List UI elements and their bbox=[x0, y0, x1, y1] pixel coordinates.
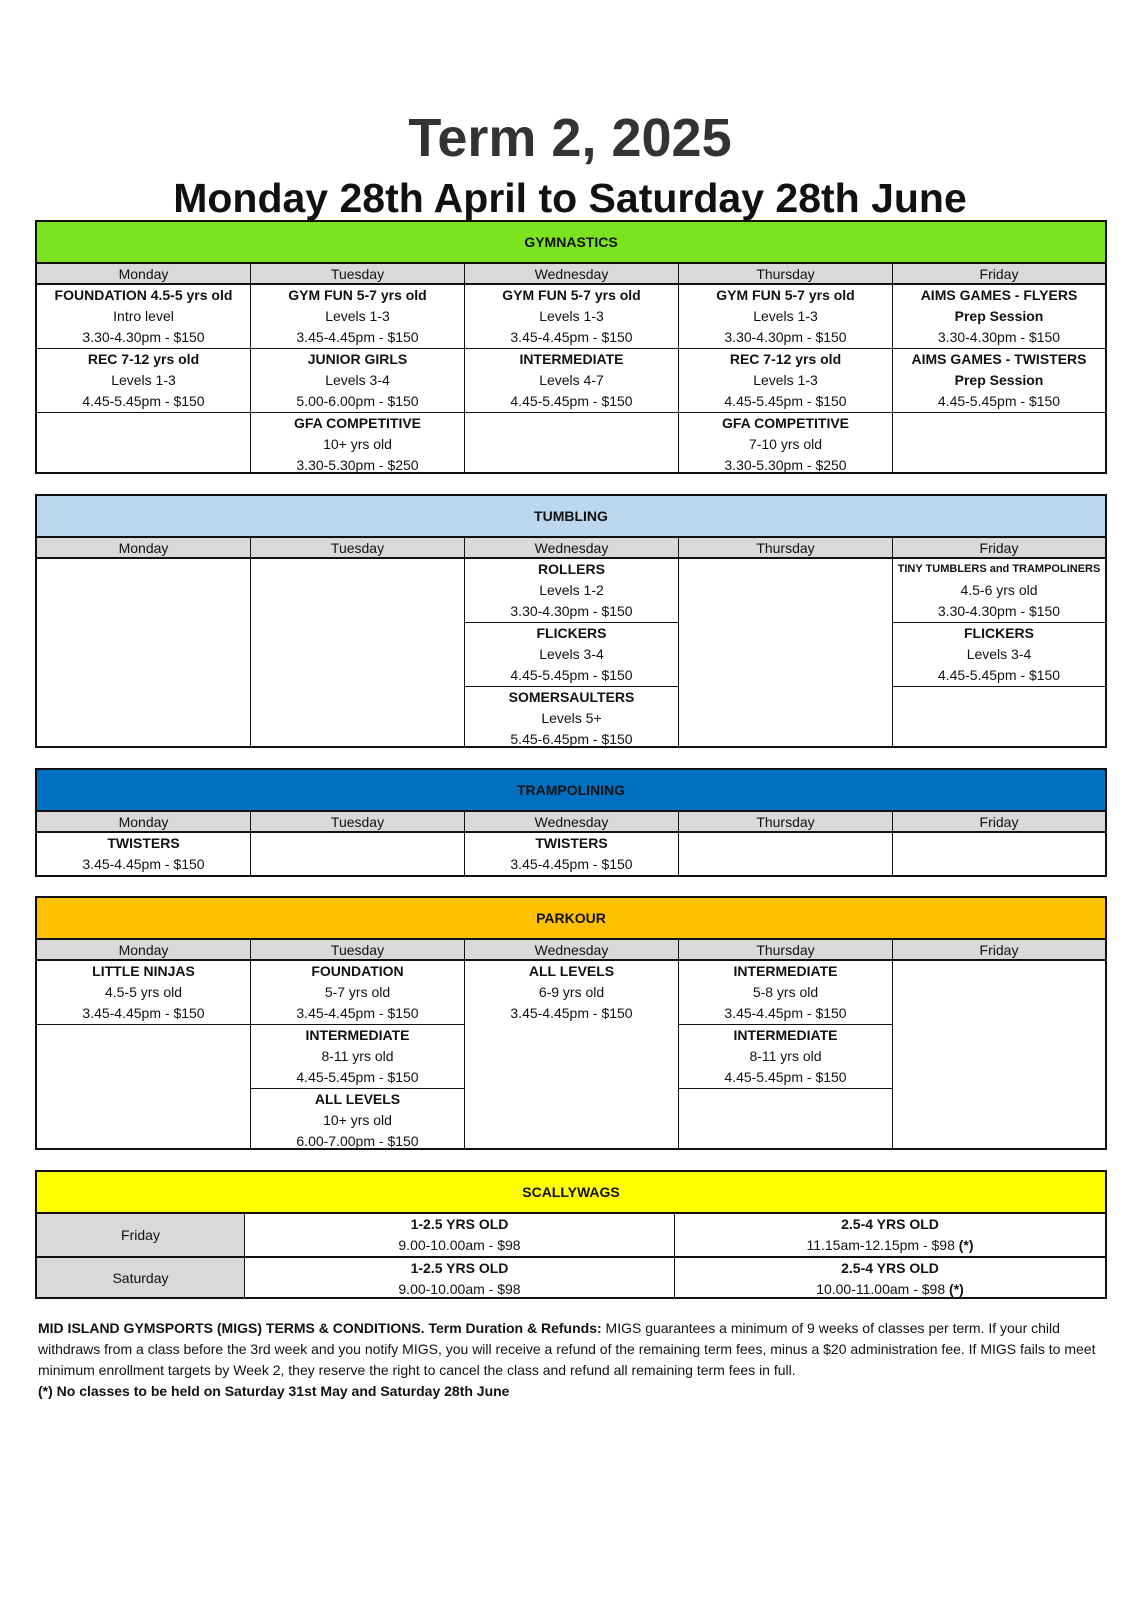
class-time-line bbox=[675, 1279, 1105, 1300]
class-detail: Levels 1-3 bbox=[325, 308, 390, 324]
day-header-tuesday: Tuesday bbox=[251, 940, 464, 961]
empty-block bbox=[679, 1089, 892, 1148]
day-header-thursday: Thursday bbox=[679, 940, 892, 961]
tumbling-section bbox=[35, 494, 1107, 748]
trampolining-section bbox=[35, 768, 1107, 877]
class-time: 3.30-4.30pm - $150 bbox=[724, 329, 847, 345]
class-block bbox=[679, 961, 892, 1025]
class-name: REC 7-12 yrs old bbox=[87, 351, 200, 367]
class-detail: Levels 3-4 bbox=[325, 372, 390, 388]
day-header-friday: Friday bbox=[893, 538, 1105, 559]
class-time: 3.45-4.45pm - $150 bbox=[510, 329, 633, 345]
park-col-wednesday bbox=[465, 940, 679, 1148]
class-block bbox=[679, 413, 892, 476]
class-name: INTERMEDIATE bbox=[519, 351, 624, 367]
gymnastics-section bbox=[35, 220, 1107, 474]
class-block bbox=[465, 285, 678, 349]
class-detail: Levels 1-3 bbox=[539, 308, 604, 324]
note-marker: (*) bbox=[958, 1237, 974, 1253]
class-name: FLICKERS bbox=[536, 625, 607, 641]
class-block bbox=[251, 1089, 464, 1152]
class-time: 4.45-5.45pm - $150 bbox=[937, 393, 1061, 409]
empty-block bbox=[893, 687, 1105, 746]
trampolining-heading-label: TRAMPOLINING bbox=[516, 782, 626, 798]
class-block bbox=[679, 349, 892, 413]
class-time: 3.30-4.30pm - $150 bbox=[937, 329, 1061, 345]
class-time: 5.45-6.45pm - $150 bbox=[510, 731, 633, 747]
class-detail: 8-11 yrs old bbox=[321, 1048, 394, 1064]
class-block bbox=[465, 687, 678, 750]
day-header-monday: Monday bbox=[37, 538, 250, 559]
class-time: 3.45-4.45pm - $150 bbox=[296, 1005, 419, 1021]
class-detail: Levels 1-3 bbox=[753, 372, 818, 388]
class-detail: 5-7 yrs old bbox=[324, 984, 391, 1000]
class-detail: Levels 4-7 bbox=[539, 372, 604, 388]
class-block bbox=[37, 285, 250, 349]
gym-col-wednesday bbox=[465, 264, 679, 472]
scallywags-cell bbox=[675, 1258, 1105, 1297]
class-detail: 6-9 yrs old bbox=[538, 984, 605, 1000]
class-block bbox=[465, 623, 678, 687]
tumb-col-wednesday bbox=[465, 538, 679, 746]
day-header-wednesday: Wednesday bbox=[465, 812, 678, 833]
class-time: 3.30-4.30pm - $150 bbox=[937, 603, 1061, 619]
class-name: FOUNDATION 4.5-5 yrs old bbox=[54, 287, 233, 303]
class-block bbox=[465, 961, 678, 1024]
scallywags-cell bbox=[675, 1214, 1105, 1256]
class-time: 4.45-5.45pm - $150 bbox=[937, 667, 1061, 683]
class-name: GYM FUN 5-7 yrs old bbox=[288, 287, 427, 303]
class-time: 3.45-4.45pm - $150 bbox=[296, 329, 419, 345]
park-col-monday bbox=[37, 940, 251, 1148]
class-block bbox=[893, 559, 1105, 623]
gym-col-monday bbox=[37, 264, 251, 472]
trampolining-heading bbox=[37, 770, 1105, 812]
day-header-thursday: Thursday bbox=[679, 538, 892, 559]
class-time: 3.45-4.45pm - $150 bbox=[82, 856, 205, 872]
class-name: GFA COMPETITIVE bbox=[721, 415, 850, 431]
day-header-wednesday: Wednesday bbox=[465, 940, 678, 961]
tramp-col-friday bbox=[893, 812, 1105, 875]
scallywags-cell bbox=[245, 1214, 675, 1256]
class-detail: Prep Session bbox=[954, 308, 1044, 324]
class-name: AIMS GAMES - FLYERS bbox=[920, 287, 1078, 303]
terms-paragraph bbox=[38, 1318, 1108, 1381]
day-header-tuesday: Tuesday bbox=[251, 538, 464, 559]
class-detail: 10+ yrs old bbox=[323, 1112, 392, 1128]
class-name: FOUNDATION bbox=[311, 963, 404, 979]
class-name: ALL LEVELS bbox=[528, 963, 615, 979]
class-name: INTERMEDIATE bbox=[733, 963, 838, 979]
terms-note: (*) No classes to be held on Saturday 31st May and Saturday 28th June bbox=[38, 1383, 510, 1399]
note-marker: (*) bbox=[949, 1281, 964, 1297]
class-name: GYM FUN 5-7 yrs old bbox=[502, 287, 641, 303]
scallywags-rows bbox=[37, 1214, 1105, 1297]
class-block bbox=[465, 559, 678, 623]
page-title: Term 2, 2025 bbox=[408, 108, 732, 168]
terms-body: MIGS guarantees a minimum of 9 weeks of classes per term. If your child withdraws from a class before the 3rd week and you notify MIGS, you will receive a refund of the remaining term fees, minus a $20 administration fee. If MIGS fails to meet minimum enrollment targets by Week 2, they reserve the right to cancel the class and refund all remaining term fees in full. bbox=[38, 1320, 1096, 1378]
class-block bbox=[37, 349, 250, 413]
class-name: ROLLERS bbox=[538, 561, 605, 577]
scallywags-day: Saturday bbox=[37, 1258, 245, 1297]
scallywags-row-saturday bbox=[37, 1256, 1105, 1297]
class-time: 6.00-7.00pm - $150 bbox=[296, 1133, 419, 1149]
parkour-heading-label: PARKOUR bbox=[536, 910, 606, 926]
class-block bbox=[37, 961, 250, 1025]
class-time-line bbox=[675, 1235, 1105, 1256]
park-col-tuesday bbox=[251, 940, 465, 1148]
class-name: JUNIOR GIRLS bbox=[307, 351, 408, 367]
gymnastics-heading bbox=[37, 222, 1105, 264]
class-time: 3.30-4.30pm - $150 bbox=[510, 603, 633, 619]
class-name: 2.5-4 YRS OLD bbox=[841, 1260, 939, 1276]
day-header-wednesday: Wednesday bbox=[465, 264, 678, 285]
gym-col-tuesday bbox=[251, 264, 465, 472]
class-name: FLICKERS bbox=[964, 625, 1034, 641]
scallywags-heading-label: SCALLYWAGS bbox=[522, 1184, 620, 1200]
class-detail: Levels 1-3 bbox=[753, 308, 818, 324]
class-name: TWISTERS bbox=[535, 835, 608, 851]
class-time: 4.45-5.45pm - $150 bbox=[296, 1069, 419, 1085]
day-header-wednesday: Wednesday bbox=[465, 538, 678, 559]
tumbling-heading-label: TUMBLING bbox=[534, 508, 608, 524]
day-header-friday: Friday bbox=[893, 812, 1105, 833]
class-time: 4.45-5.45pm - $150 bbox=[510, 393, 633, 409]
day-header-friday: Friday bbox=[893, 264, 1105, 285]
parkour-heading bbox=[37, 898, 1105, 940]
class-time: 4.45-5.45pm - $150 bbox=[724, 393, 847, 409]
class-block bbox=[251, 961, 464, 1025]
class-time: 3.30-5.30pm - $250 bbox=[296, 457, 419, 473]
gym-col-friday bbox=[893, 264, 1105, 472]
day-header-friday: Friday bbox=[893, 940, 1105, 961]
terms-lead: MID ISLAND GYMSPORTS (MIGS) TERMS & CONDITIONS. Term Duration & Refunds: bbox=[38, 1320, 602, 1336]
class-detail: Levels 3-4 bbox=[966, 646, 1032, 662]
class-detail: Levels 1-2 bbox=[539, 582, 604, 598]
class-name: ALL LEVELS bbox=[314, 1091, 401, 1107]
class-detail: 7-10 yrs old bbox=[748, 436, 823, 452]
tumb-col-friday bbox=[893, 538, 1105, 746]
class-name: SOMERSAULTERS bbox=[508, 689, 635, 705]
class-name: 1-2.5 YRS OLD bbox=[410, 1216, 509, 1232]
class-time: 10.00-11.00am - $98 bbox=[816, 1281, 946, 1297]
class-name: GYM FUN 5-7 yrs old bbox=[716, 287, 855, 303]
day-header-monday: Monday bbox=[37, 264, 250, 285]
class-block bbox=[251, 413, 464, 476]
class-name: TINY TUMBLERS and TRAMPOLINERS bbox=[897, 563, 1101, 575]
tramp-col-wednesday bbox=[465, 812, 679, 875]
class-block bbox=[465, 349, 678, 413]
day-header-monday: Monday bbox=[37, 940, 250, 961]
class-name: AIMS GAMES - TWISTERS bbox=[911, 351, 1087, 367]
class-detail: 4.5-6 yrs old bbox=[960, 582, 1038, 598]
class-detail: Intro level bbox=[113, 308, 174, 324]
class-name: TWISTERS bbox=[107, 835, 180, 851]
scallywags-day: Friday bbox=[37, 1214, 245, 1256]
day-header-thursday: Thursday bbox=[679, 812, 892, 833]
day-header-thursday: Thursday bbox=[679, 264, 892, 285]
class-time: 3.30-5.30pm - $250 bbox=[724, 457, 847, 473]
class-block bbox=[251, 349, 464, 413]
gymnastics-heading-label: GYMNASTICS bbox=[524, 234, 618, 250]
class-block bbox=[893, 285, 1105, 349]
class-time: 3.45-4.45pm - $150 bbox=[82, 1005, 205, 1021]
tumbling-heading bbox=[37, 496, 1105, 538]
class-name: INTERMEDIATE bbox=[305, 1027, 410, 1043]
class-name: LITTLE NINJAS bbox=[92, 963, 195, 979]
class-block bbox=[679, 1025, 892, 1089]
scallywags-cell bbox=[245, 1258, 675, 1297]
empty-block bbox=[465, 413, 678, 472]
class-name: INTERMEDIATE bbox=[733, 1027, 838, 1043]
class-time: 5.00-6.00pm - $150 bbox=[296, 393, 419, 409]
class-block bbox=[251, 285, 464, 349]
class-detail: 8-11 yrs old bbox=[749, 1048, 822, 1064]
empty-block bbox=[37, 413, 250, 472]
class-detail: 5-8 yrs old bbox=[752, 984, 819, 1000]
class-name: REC 7-12 yrs old bbox=[729, 351, 842, 367]
class-detail: Prep Session bbox=[954, 372, 1044, 388]
class-detail: 10+ yrs old bbox=[323, 436, 392, 452]
class-detail: 4.5-5 yrs old bbox=[104, 984, 183, 1000]
class-detail: Levels 3-4 bbox=[539, 646, 604, 662]
park-col-thursday bbox=[679, 940, 893, 1148]
class-block bbox=[893, 349, 1105, 413]
class-time: 4.45-5.45pm - $150 bbox=[724, 1069, 847, 1085]
class-name: GFA COMPETITIVE bbox=[293, 415, 422, 431]
class-block bbox=[893, 623, 1105, 687]
day-header-monday: Monday bbox=[37, 812, 250, 833]
terms-and-conditions bbox=[38, 1318, 1108, 1402]
class-detail: Levels 5+ bbox=[541, 710, 602, 726]
class-time: 3.30-4.30pm - $150 bbox=[82, 329, 205, 345]
class-time: 9.00-10.00am - $98 bbox=[398, 1237, 521, 1253]
class-time: 3.45-4.45pm - $150 bbox=[724, 1005, 847, 1021]
tramp-col-monday bbox=[37, 812, 251, 875]
park-col-friday bbox=[893, 940, 1105, 1148]
scallywags-section bbox=[35, 1170, 1107, 1299]
class-detail: Levels 1-3 bbox=[111, 372, 176, 388]
empty-block bbox=[893, 413, 1105, 472]
class-block bbox=[679, 285, 892, 349]
class-time: 3.45-4.45pm - $150 bbox=[510, 1005, 633, 1021]
class-time: 4.45-5.45pm - $150 bbox=[510, 667, 633, 683]
class-name: 1-2.5 YRS OLD bbox=[410, 1260, 509, 1276]
class-time: 9.00-10.00am - $98 bbox=[398, 1281, 521, 1297]
tumb-col-tuesday bbox=[251, 538, 465, 746]
gym-col-thursday bbox=[679, 264, 893, 472]
class-block bbox=[251, 1025, 464, 1089]
tramp-col-tuesday bbox=[251, 812, 465, 875]
class-time: 3.45-4.45pm - $150 bbox=[510, 856, 633, 872]
class-time: 4.45-5.45pm - $150 bbox=[82, 393, 205, 409]
day-header-tuesday: Tuesday bbox=[251, 264, 464, 285]
class-name: 2.5-4 YRS OLD bbox=[841, 1216, 939, 1232]
tumb-col-thursday bbox=[679, 538, 893, 746]
tramp-col-thursday bbox=[679, 812, 893, 875]
scallywags-row-friday bbox=[37, 1214, 1105, 1256]
day-header-tuesday: Tuesday bbox=[251, 812, 464, 833]
tumb-col-monday bbox=[37, 538, 251, 746]
scallywags-heading bbox=[37, 1172, 1105, 1214]
parkour-section bbox=[35, 896, 1107, 1150]
page-subtitle: Monday 28th April to Saturday 28th June bbox=[173, 175, 967, 221]
class-time: 11.15am-12.15pm - $98 bbox=[806, 1237, 955, 1253]
